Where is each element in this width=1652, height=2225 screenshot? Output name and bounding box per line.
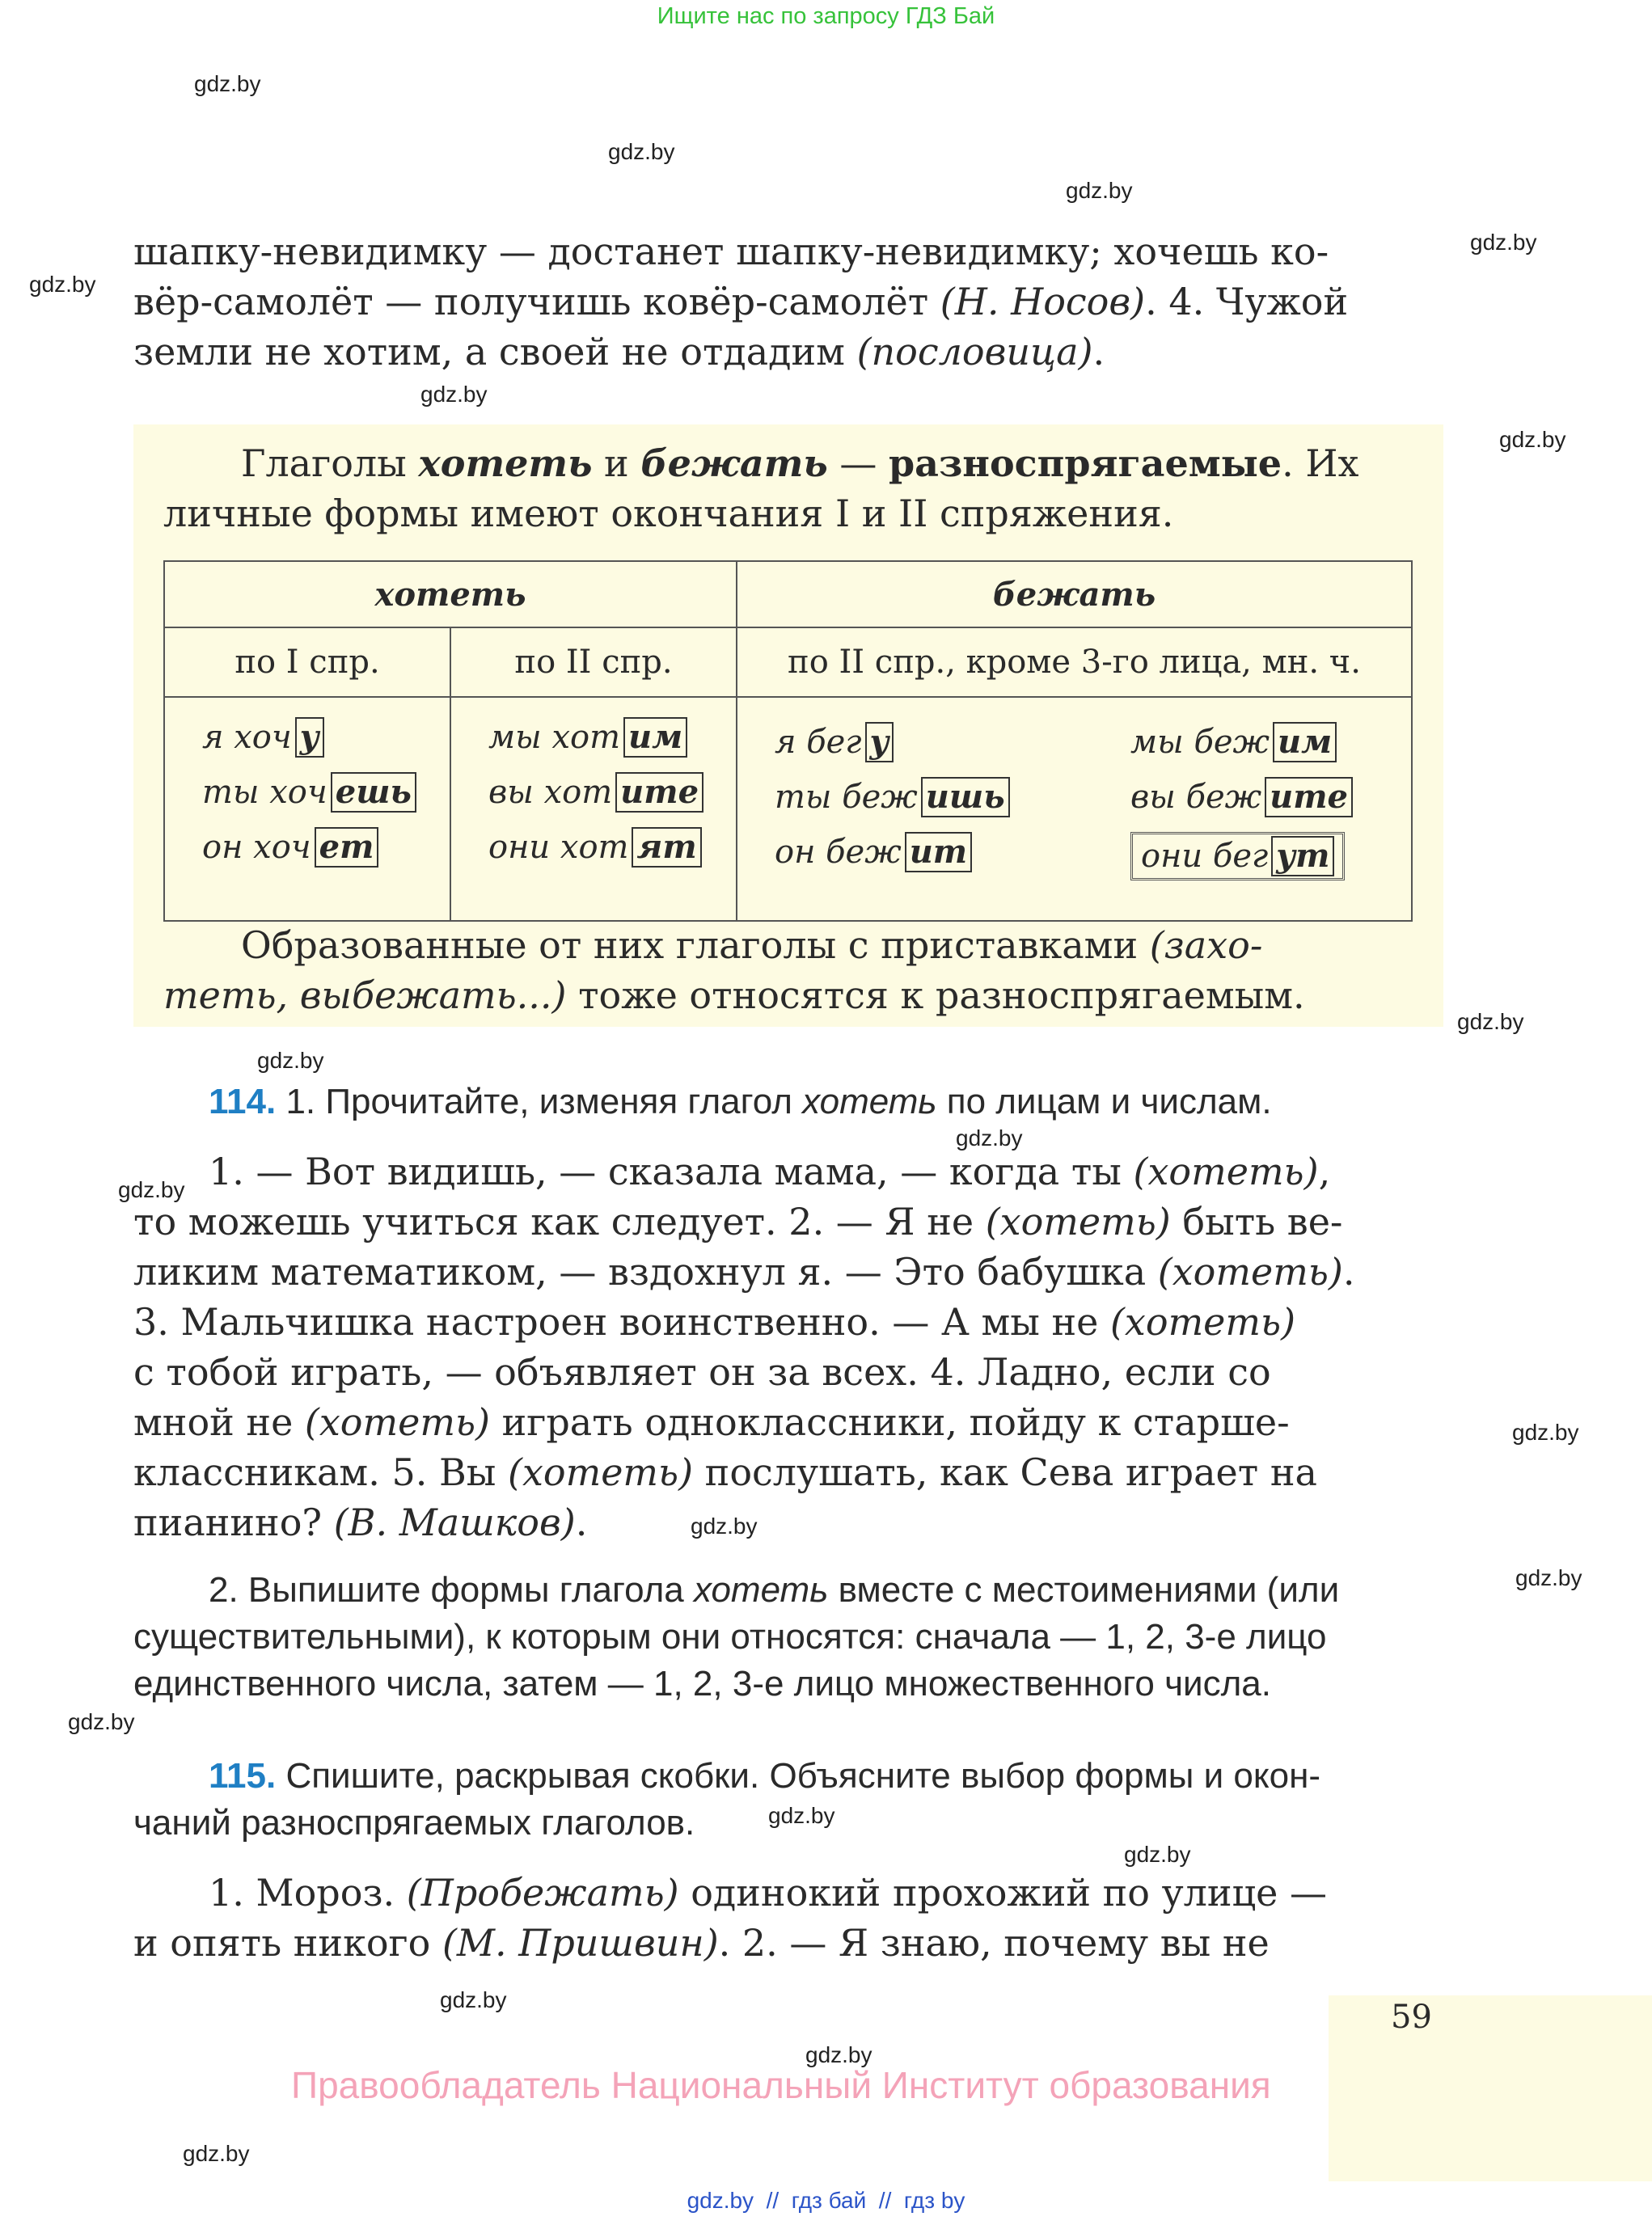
header-hotet: хотеть — [164, 561, 737, 627]
watermark: gdz.by — [29, 272, 96, 297]
sub-header-2: по II спр. — [450, 627, 737, 697]
page-corner — [1329, 1995, 1652, 2181]
intro-line-1: шапку-невидимку — достанет шапку-невидимку; хочешь ко- — [133, 230, 1329, 273]
form-row: ты хоч ешь — [202, 772, 450, 827]
ex114-text-6: мной не (хотеть) играть одноклассники, пойду к старше- — [133, 1400, 1290, 1444]
ex114-text-2: то можешь учиться как следует. 2. — Я не (хотеть) быть ве- — [133, 1200, 1343, 1243]
rule-line-2: личные формы имеют окончания I и II спряжения. — [163, 492, 1174, 535]
form-row: он беж ит — [775, 832, 1130, 887]
watermark: gdz.by — [768, 1803, 835, 1828]
watermark: gdz.by — [194, 71, 261, 96]
rule-line-4: теть, выбежать...) тоже относятся к разноспрягаемым. — [163, 973, 1305, 1017]
ex114-task-2-line-1: 2. Выпишите формы глагола хотеть вместе с местоимениями (или — [209, 1570, 1340, 1610]
forms-col-2 — [450, 697, 737, 921]
form-row: ты беж ишь — [775, 777, 1130, 832]
watermark: gdz.by — [691, 1514, 758, 1539]
ex114-text-3: ликим математиком, — вздохнул я. — Это бабушка (хотеть). — [133, 1250, 1355, 1294]
watermark: gdz.by — [420, 382, 488, 407]
watermark: gdz.by — [1470, 230, 1537, 255]
form-row: они хот ят — [488, 827, 736, 882]
watermark: gdz.by — [118, 1177, 185, 1202]
ex115-text-2: и опять никого (М. Пришвин). 2. — Я знаю, почему вы не — [133, 1921, 1270, 1965]
ex114-task-2-line-3: единственного числа, затем — 1, 2, 3-е лицо множественного числа. — [133, 1664, 1271, 1704]
watermark: gdz.by — [257, 1048, 324, 1073]
footer-links[interactable]: gdz.by // гдз бай // гдз by — [687, 2188, 965, 2213]
watermark: gdz.by — [183, 2141, 250, 2166]
watermark: gdz.by — [1124, 1842, 1191, 1867]
intro-line-3: земли не хотим, а своей не отдадим (пословица). — [133, 330, 1105, 374]
ex114-task-2-line-2: существительными), к которым они относятся: сначала — 1, 2, 3-е лицо — [133, 1617, 1327, 1657]
conjugation-table — [163, 560, 1413, 922]
form-row-highlighted: они бег ут — [1130, 832, 1353, 887]
ex114-number: 114. — [209, 1082, 277, 1121]
form-row: вы хот ите — [488, 772, 736, 827]
form-row: я хоч у — [202, 717, 450, 772]
ex115-text-1: 1. Мороз. (Пробежать) одинокий прохожий по улице — — [209, 1871, 1327, 1915]
form-row: мы хот им — [488, 717, 736, 772]
watermark: gdz.by — [956, 1125, 1023, 1150]
page-number: 59 — [1391, 1999, 1432, 2036]
ex114-text-1: 1. — Вот видишь, — сказала мама, — когда ты (хотеть), — [209, 1150, 1331, 1193]
watermark: gdz.by — [1066, 178, 1133, 203]
form-row: вы беж ите — [1130, 777, 1353, 832]
ex114-text-5: с тобой играть, — объявляет он за всех. 4. Ладно, если со — [133, 1350, 1271, 1394]
sub-header-1: по I спр. — [164, 627, 450, 697]
watermark: gdz.by — [1512, 1420, 1579, 1445]
form-row: мы беж им — [1130, 722, 1353, 777]
watermark: gdz.by — [440, 1987, 507, 2012]
watermark: gdz.by — [1499, 427, 1566, 452]
watermark: gdz.by — [805, 2042, 872, 2067]
intro-line-2: вёр-самолёт — получишь ковёр-самолёт (Н. Носов). 4. Чужой — [133, 280, 1349, 323]
ex114-task-1: 114. 1. Прочитайте, изменяя глагол хотеть по лицам и числам. — [209, 1082, 1272, 1121]
rule-line-3: Образованные от них глаголы с приставками (захо- — [241, 923, 1263, 967]
ex114-text-7: классникам. 5. Вы (хотеть) послушать, как Сева играет на — [133, 1450, 1317, 1494]
search-hint: Ищите нас по запросу ГДЗ Бай — [657, 3, 995, 29]
forms-col-1 — [164, 697, 450, 921]
form-row: он хоч ет — [202, 827, 450, 882]
forms-col-3 — [737, 697, 1412, 921]
header-bezhat: бежать — [737, 561, 1412, 627]
form-row: я бег у — [775, 722, 1130, 777]
ex115-task-2: чаний разноспрягаемых глаголов. — [133, 1803, 695, 1843]
ex114-text-4: 3. Мальчишка настроен воинственно. — А мы не (хотеть) — [133, 1300, 1296, 1344]
copyright-notice: Правообладатель Национальный Институт образования — [291, 2064, 1271, 2106]
rule-line-1: Глаголы хотеть и бежать — разноспрягаемые. Их — [241, 441, 1359, 485]
watermark: gdz.by — [608, 139, 675, 164]
ex114-text-8: пианино? (В. Машков). — [133, 1501, 588, 1544]
watermark: gdz.by — [1515, 1565, 1582, 1590]
watermark: gdz.by — [68, 1709, 135, 1734]
ex115-task-1: 115. Спишите, раскрывая скобки. Объясните выбор формы и окон- — [209, 1756, 1321, 1796]
ex115-number: 115. — [209, 1756, 277, 1796]
sub-header-3: по II спр., кроме 3-го лица, мн. ч. — [737, 627, 1412, 697]
watermark: gdz.by — [1457, 1009, 1524, 1034]
